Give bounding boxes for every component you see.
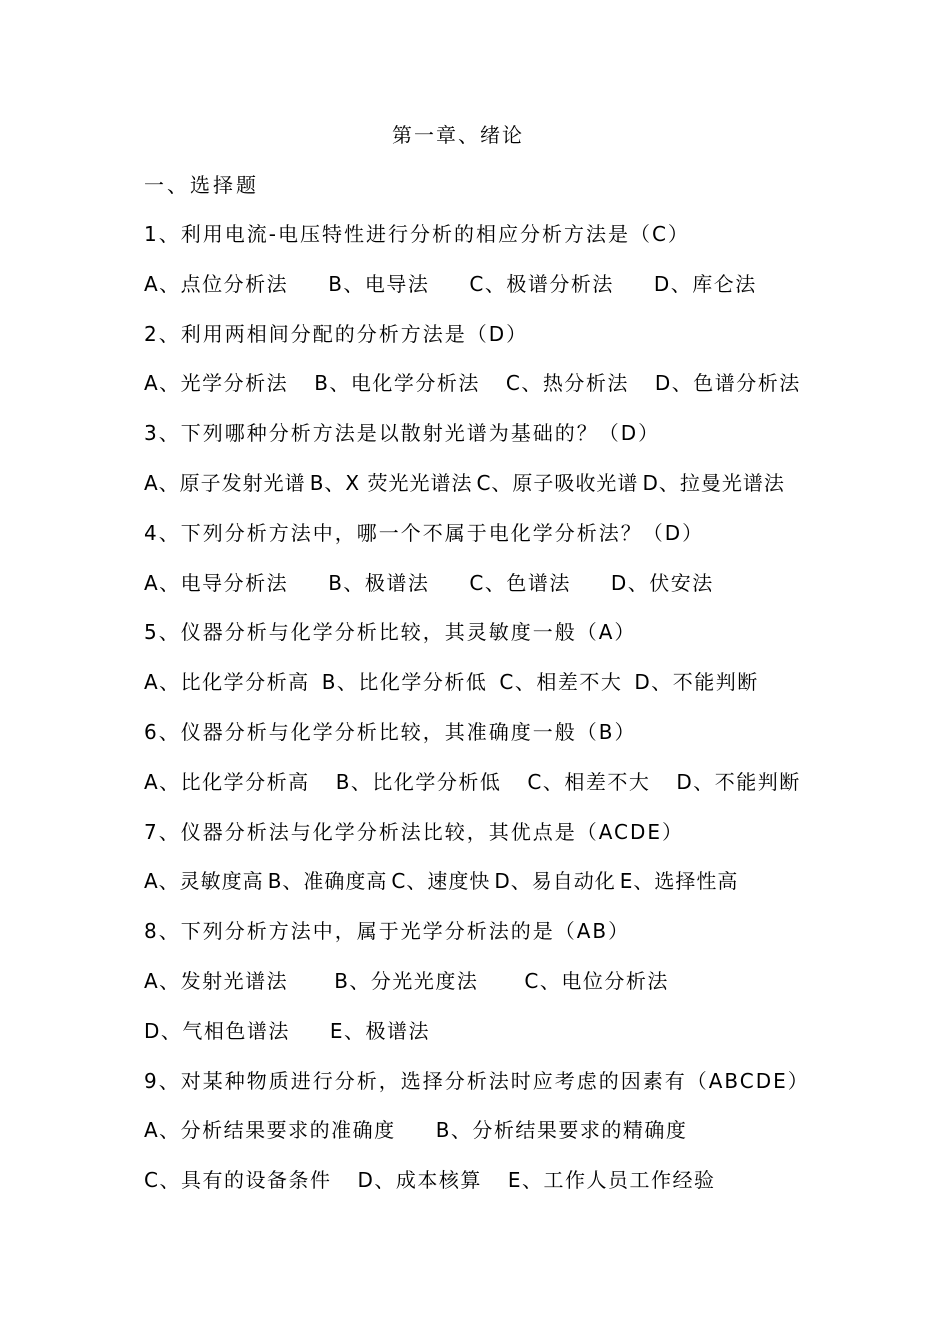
option: A、分析结果要求的准确度: [144, 1118, 396, 1143]
option-line: [144, 468, 904, 518]
option: A、原子发射光谱: [144, 470, 306, 495]
question-stem-2: 2、利用两相间分配的分析方法是（D）: [144, 321, 529, 346]
option: B、准确度高: [267, 869, 388, 894]
option: C、具有的设备条件: [144, 1168, 332, 1193]
option-line: [144, 767, 904, 817]
option: A、发射光谱法: [144, 968, 289, 993]
option: A、灵敏度高: [144, 869, 264, 894]
chapter-title: 第一章、绪论: [392, 123, 524, 147]
option-line: [144, 667, 904, 717]
option-line: [144, 1016, 904, 1066]
question-stem-3: 3、下列哪种分析方法是以散射光谱为基础的？（D）: [144, 421, 661, 446]
option: D、成本核算: [357, 1168, 482, 1193]
question-stem-1: 1、利用电流-电压特性进行分析的相应分析方法是（C）: [144, 222, 690, 246]
option: B、电导法: [328, 271, 430, 296]
question-stem-5: 5、仪器分析与化学分析比较，其灵敏度一般（A）: [144, 620, 637, 645]
option: B、X 荧光光谱法: [309, 470, 473, 495]
option: C、相差不大: [499, 670, 623, 695]
option: B、分析结果要求的精确度: [435, 1118, 688, 1143]
option-line: [144, 368, 904, 418]
option: D、色谱分析法: [654, 371, 801, 396]
option: C、极谱分析法: [469, 271, 614, 296]
option: E、选择性高: [619, 869, 739, 894]
option: E、极谱法: [329, 1018, 431, 1043]
option: C、相差不大: [527, 769, 651, 794]
option-line: [144, 1115, 904, 1165]
question-stem-9: 9、对某种物质进行分析，选择分析法时应考虑的因素有（ABCDE）: [144, 1068, 810, 1093]
question-stem-7: 7、仪器分析法与化学分析法比较，其优点是（ACDE）: [144, 819, 685, 844]
option: D、拉曼光谱法: [642, 470, 785, 495]
option: A、光学分析法: [144, 371, 289, 396]
option: C、色谱法: [469, 570, 571, 595]
option-line: [144, 966, 904, 1016]
section-heading: 一、选择题: [144, 173, 259, 197]
option: B、电化学分析法: [314, 371, 480, 396]
option: C、原子吸收光谱: [476, 470, 639, 495]
option: B、极谱法: [328, 570, 430, 595]
option: D、库仑法: [653, 271, 757, 296]
option: E、工作人员工作经验: [507, 1168, 716, 1193]
option: C、热分析法: [505, 371, 629, 396]
option-line: [144, 568, 904, 618]
option: D、易自动化: [494, 869, 616, 894]
question-stem-4: 4、下列分析方法中，哪一个不属于电化学分析法？（D）: [144, 520, 705, 545]
option: B、比化学分析低: [321, 670, 488, 695]
option: A、点位分析法: [144, 271, 289, 296]
option: B、分光光度法: [334, 968, 479, 993]
option: D、气相色谱法: [144, 1018, 290, 1043]
option: A、比化学分析高: [144, 769, 310, 794]
option: C、电位分析法: [524, 968, 669, 993]
option-line: [144, 866, 904, 916]
option: D、不能判断: [676, 769, 801, 794]
question-stem-6: 6、仪器分析与化学分析比较，其准确度一般（B）: [144, 719, 637, 744]
option-line: [144, 269, 904, 319]
option: A、比化学分析高: [144, 670, 310, 695]
option-line: [144, 1165, 904, 1215]
question-stem-8: 8、下列分析方法中，属于光学分析法的是（AB）: [144, 919, 631, 944]
question-list: [144, 219, 904, 1215]
option: D、不能判断: [634, 670, 759, 695]
option: D、伏安法: [610, 570, 714, 595]
option: B、比化学分析低: [335, 769, 502, 794]
option: A、电导分析法: [144, 570, 289, 595]
option: C、速度快: [391, 869, 491, 894]
